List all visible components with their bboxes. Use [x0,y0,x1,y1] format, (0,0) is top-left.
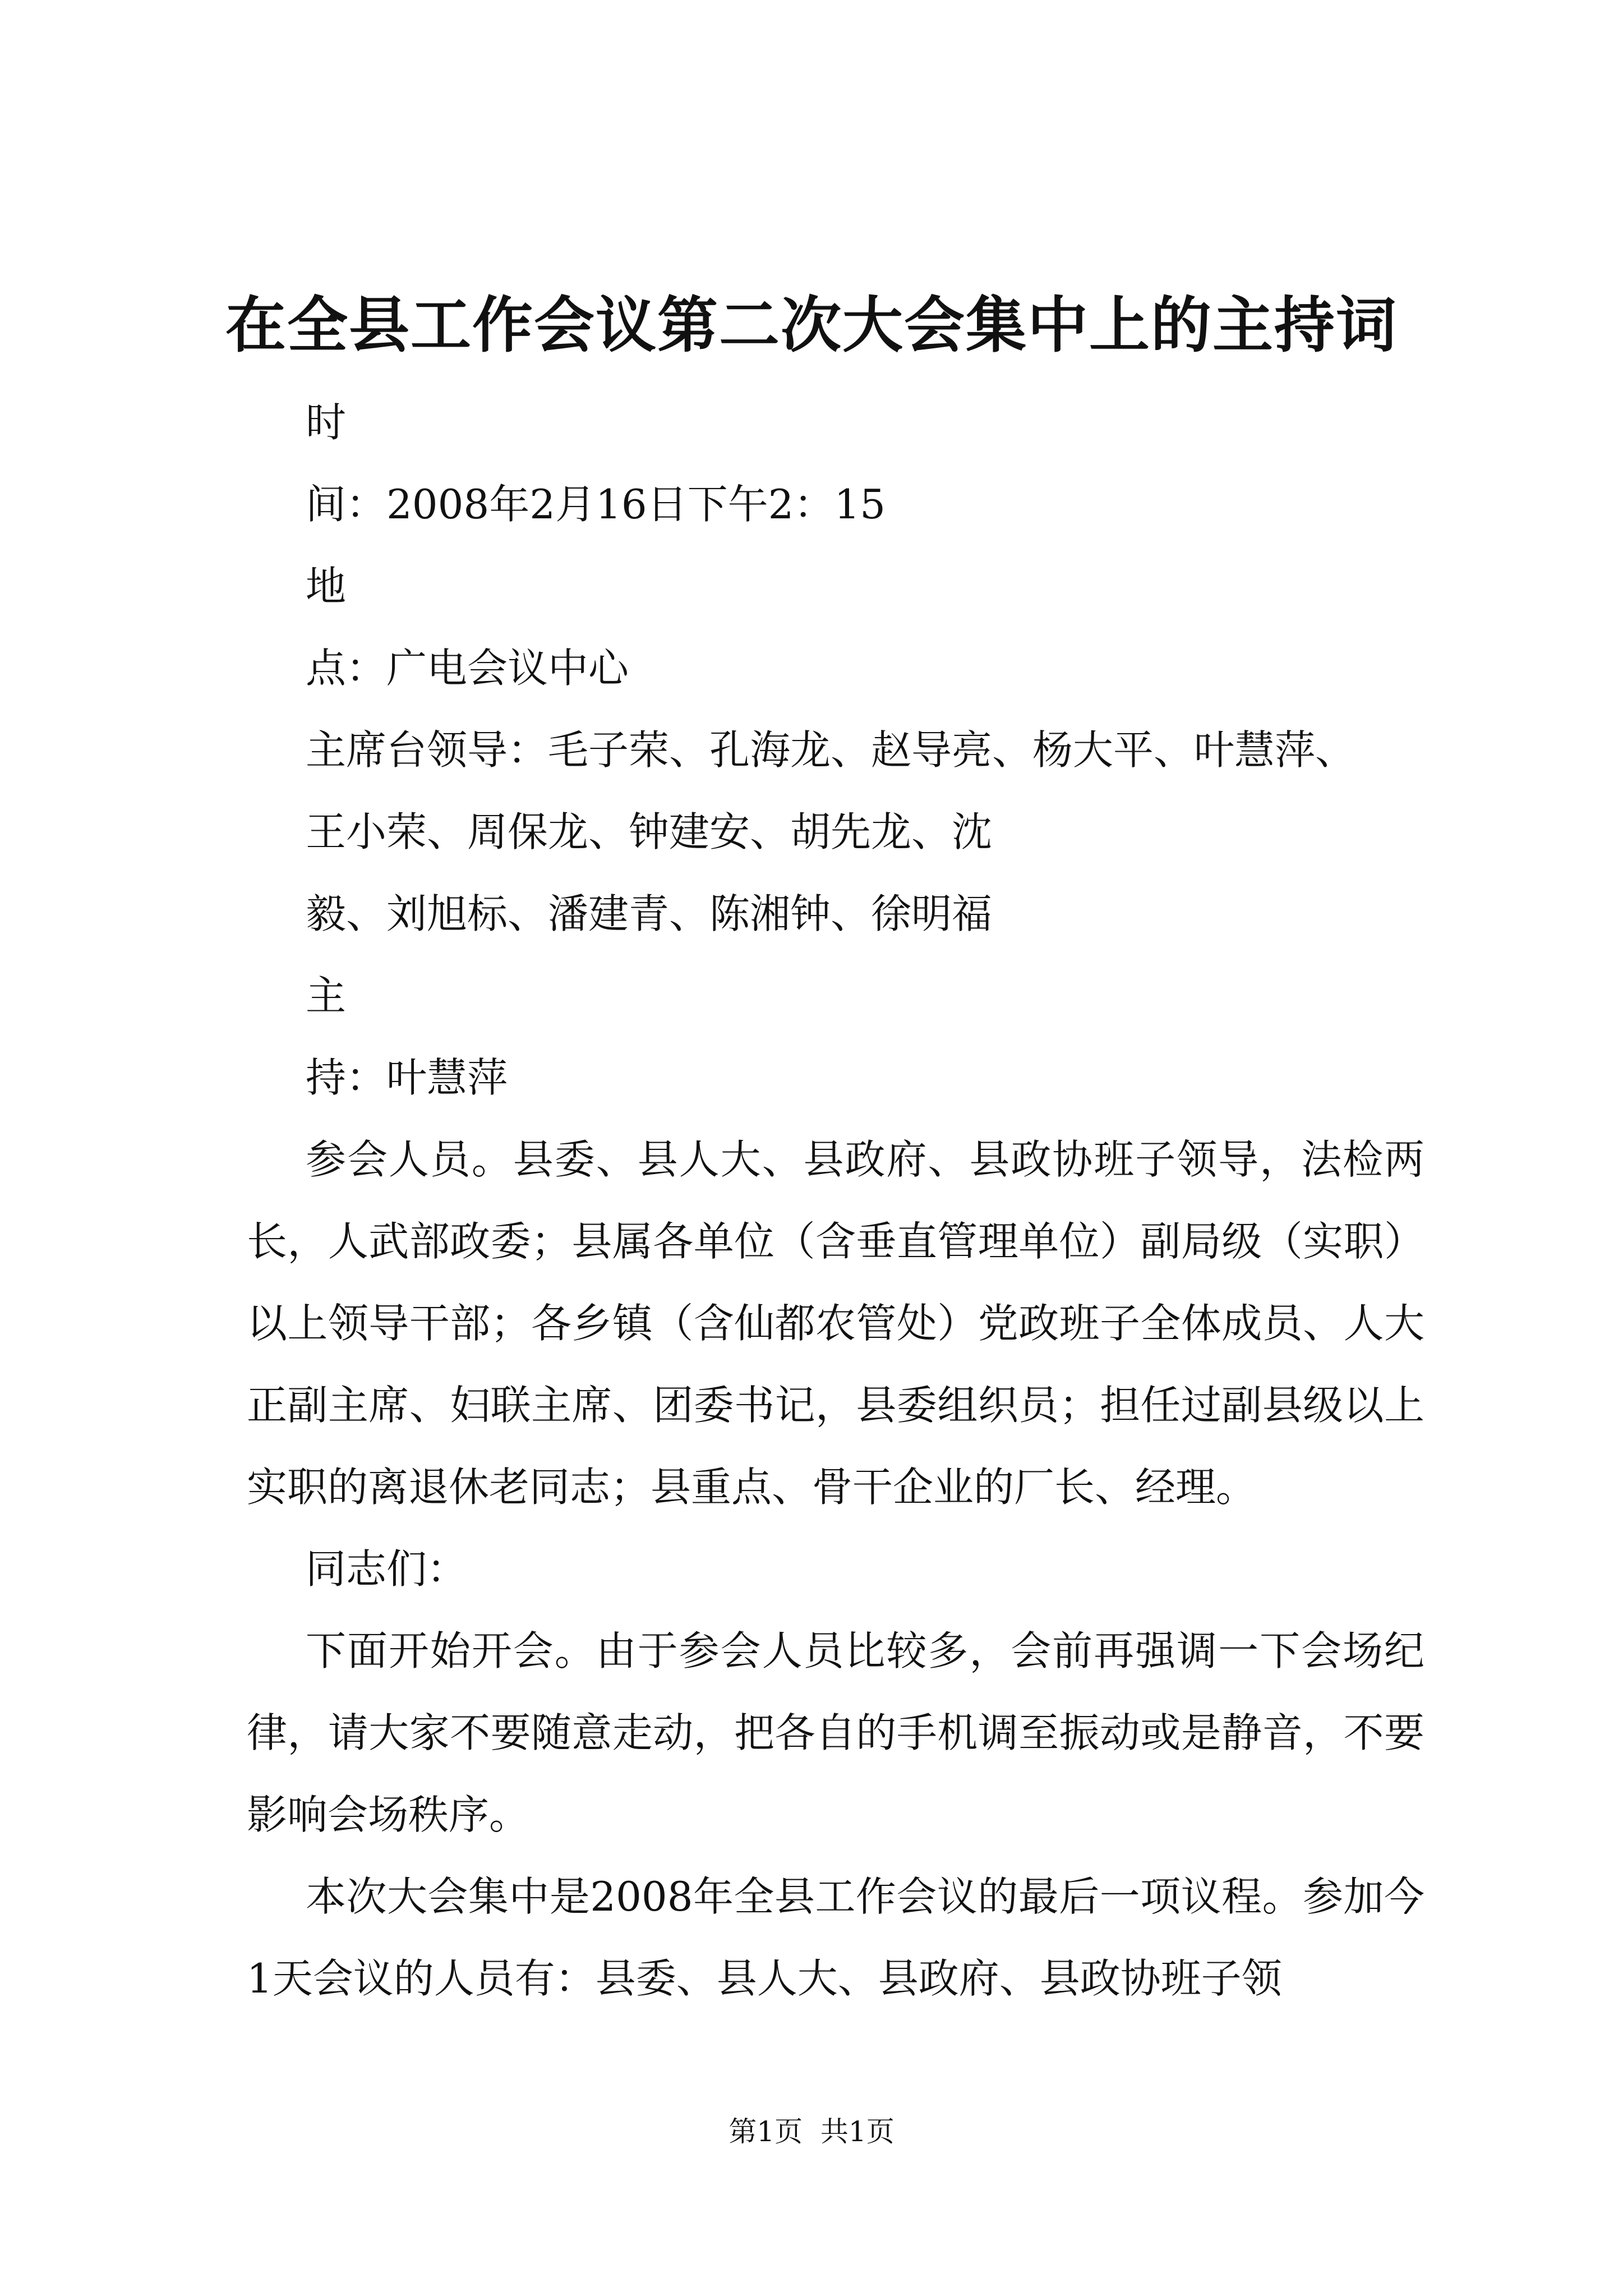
podium-leaders-line-3: 毅、刘旭标、潘建青、陈湘钟、徐明福 [306,890,993,937]
time-value-line: 间：2008年2月16日下午2：15 [306,481,886,528]
document-title: 在全县工作会议第二次大会集中上的主持词 [225,290,1398,361]
page-footer: 第1页 共1页 [728,2115,895,2148]
place-label-line: 地 [306,563,347,610]
podium-leaders-line-1: 主席台领导：毛子荣、孔海龙、赵导亮、杨大平、叶慧萍、 [306,726,1356,774]
document-body [247,381,1424,2019]
host-value-line: 持：叶慧萍 [306,1054,508,1101]
host-label-line: 主 [306,972,347,1019]
podium-leaders-line-2: 王小荣、周保龙、钟建安、胡先龙、沈 [306,808,993,855]
place-value-line: 点：广电会议中心 [306,645,629,692]
agenda-paragraph: 本次大会集中是2008年全县工作会议的最后一项议程。参加今1天会议的人员有：县委、县人大、县政府、县政协班子领 [247,1873,1424,2002]
attendees-paragraph: 参会人员。县委、县人大、县政府、县政协班子领导，法检两长，人武部政委；县属各单位（含垂直管理单位）副局级（实职）以上领导干部；各乡镇（含仙都农管处）党政班子全体成员、人大正副主席、妇联主席、团委书记，县委组织员；担任过副县级以上实职的离退休老同志；县重点、骨干企业的厂长、经理。 [247,1136,1424,1511]
time-label-line: 时 [306,399,347,446]
discipline-paragraph: 下面开始开会。由于参会人员比较多，会前再强调一下会场纪律，请大家不要随意走动，把各自的手机调至振动或是静音，不要影响会场秩序。 [247,1627,1424,1838]
greeting-paragraph: 同志们： [306,1545,468,1593]
